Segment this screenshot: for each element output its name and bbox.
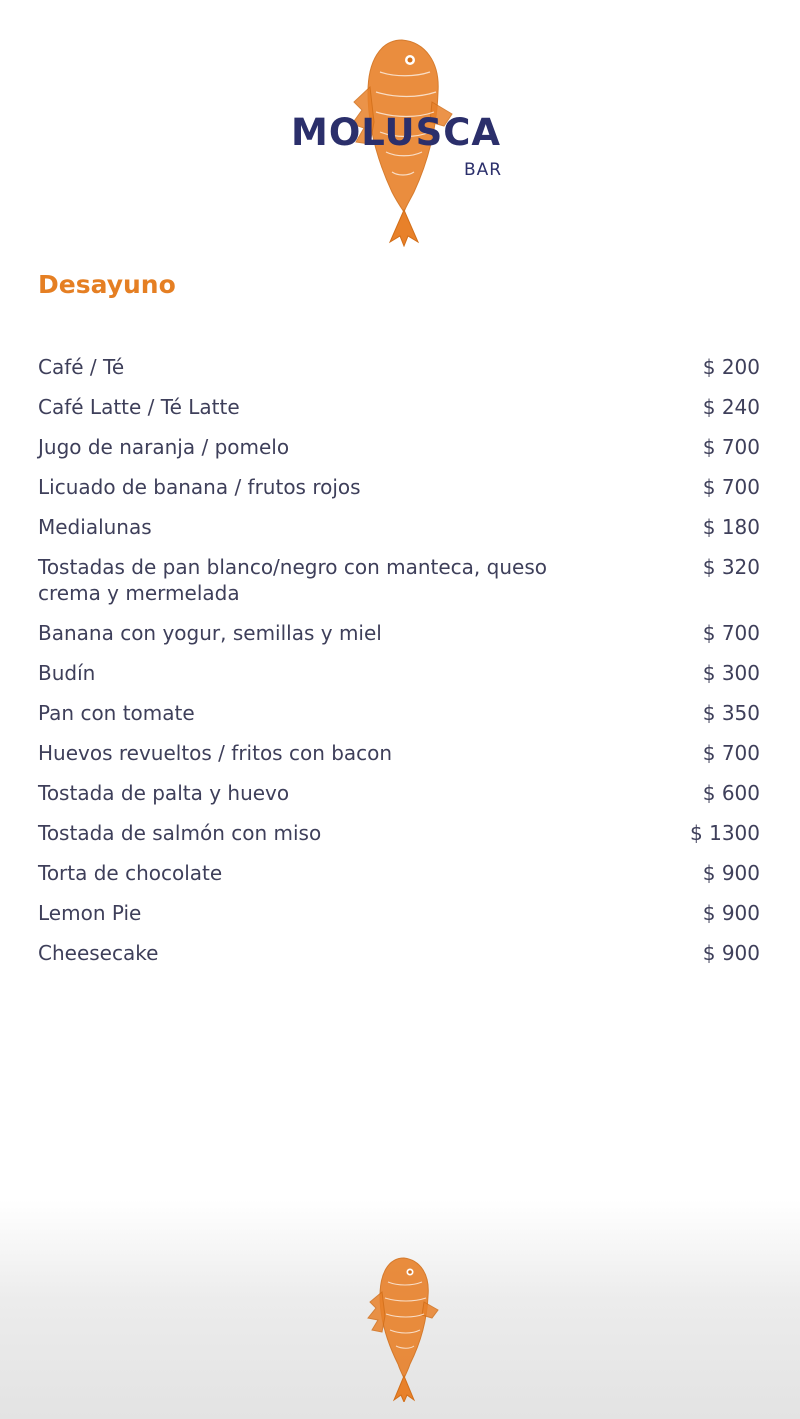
- menu-item: [38, 620, 760, 646]
- menu-item: [38, 394, 760, 420]
- item-name: Café Latte / Té Latte: [38, 395, 240, 419]
- item-name: Tostadas de pan blanco/negro con manteca, queso crema y mermelada: [38, 555, 547, 605]
- item-name: Huevos revueltos / fritos con bacon: [38, 741, 393, 765]
- item-price: $ 900: [702, 941, 760, 965]
- menu-item: [38, 780, 760, 806]
- brand-subtitle: BAR: [464, 160, 503, 180]
- brand-name: MOLUSCA: [291, 111, 502, 154]
- item-price: $ 200: [702, 355, 760, 379]
- item-price: $ 240: [702, 395, 760, 419]
- menu-item: [38, 434, 760, 460]
- item-price: $ 320: [702, 555, 760, 579]
- item-price: $ 300: [702, 661, 760, 685]
- item-name: Tostada de palta y huevo: [38, 781, 290, 805]
- item-name: Budín: [38, 661, 96, 685]
- menu-item: [38, 660, 760, 686]
- item-name: Cheesecake: [38, 941, 159, 965]
- item-price: $ 900: [702, 861, 760, 885]
- menu-item: [38, 514, 760, 540]
- item-name: Tostada de salmón con miso: [38, 821, 322, 845]
- section-title: Desayuno: [38, 270, 176, 299]
- item-price: $ 350: [702, 701, 760, 725]
- menu-item: [38, 700, 760, 726]
- menu-item: [38, 900, 760, 926]
- item-price: $ 700: [702, 621, 760, 645]
- menu-item: [38, 474, 760, 500]
- item-name: Jugo de naranja / pomelo: [38, 435, 290, 459]
- fish-icon: [360, 1252, 442, 1402]
- item-name: Torta de chocolate: [38, 861, 223, 885]
- item-name: Café / Té: [38, 355, 125, 379]
- item-price: $ 600: [702, 781, 760, 805]
- item-name: Lemon Pie: [38, 901, 142, 925]
- item-name: Medialunas: [38, 515, 152, 539]
- logo: [0, 0, 800, 260]
- item-name: Pan con tomate: [38, 701, 195, 725]
- menu-item: [38, 554, 760, 606]
- item-price: $ 900: [702, 901, 760, 925]
- item-name: Licuado de banana / frutos rojos: [38, 475, 361, 499]
- item-price: $ 700: [702, 435, 760, 459]
- menu-item: [38, 354, 760, 380]
- menu-item: [38, 740, 760, 766]
- item-price: $ 700: [702, 741, 760, 765]
- menu-item: [38, 860, 760, 886]
- menu-item: [38, 820, 760, 846]
- item-price: $ 700: [702, 475, 760, 499]
- item-price: $ 1300: [690, 821, 760, 845]
- menu-item: [38, 940, 760, 966]
- item-name: Banana con yogur, semillas y miel: [38, 621, 382, 645]
- menu-list: [38, 354, 760, 980]
- item-price: $ 180: [702, 515, 760, 539]
